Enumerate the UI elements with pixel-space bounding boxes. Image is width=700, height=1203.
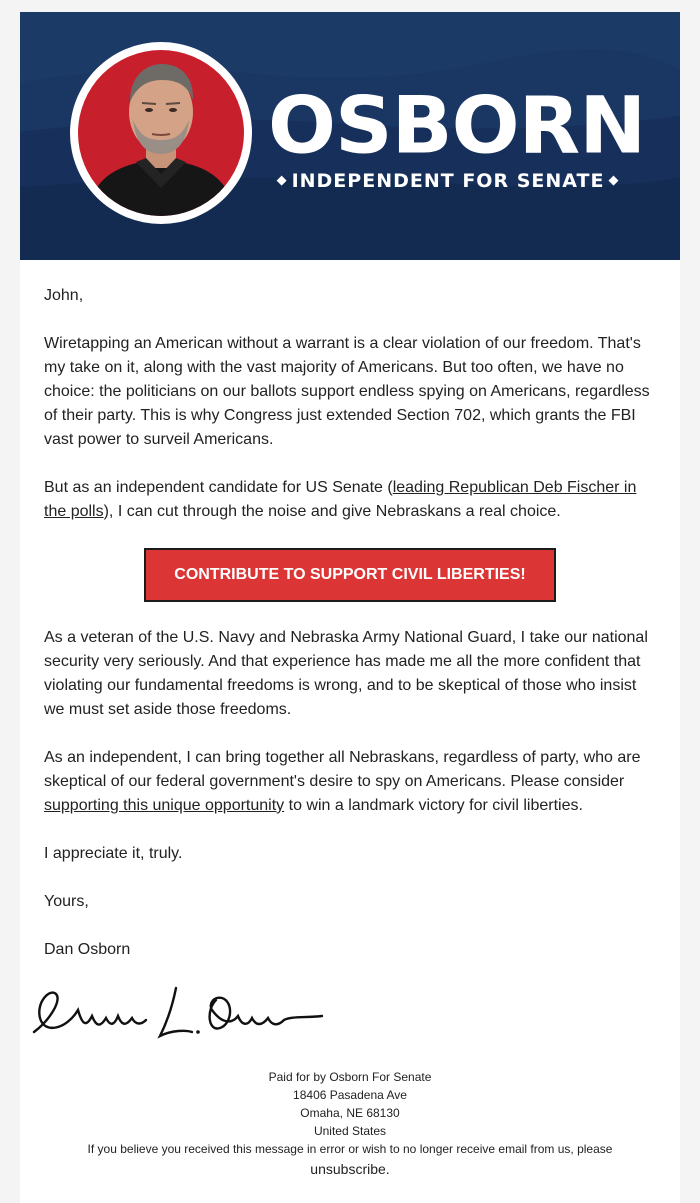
candidate-photo bbox=[78, 50, 244, 216]
email-body bbox=[20, 12, 680, 1203]
address-country: United States bbox=[313, 1124, 387, 1138]
diamond-icon: ◆ bbox=[276, 173, 288, 188]
paragraph-appreciate: I appreciate it, truly. bbox=[44, 845, 183, 862]
candidate-photo-frame bbox=[70, 42, 252, 224]
contribute-button[interactable]: CONTRIBUTE TO SUPPORT CIVIL LIBERTIES! bbox=[144, 548, 556, 602]
diamond-icon: ◆ bbox=[608, 173, 620, 188]
support-opportunity-link[interactable]: supporting this unique opportunity bbox=[44, 797, 285, 814]
paragraph-veteran: As a veteran of the U.S. Navy and Nebraska Army National Guard, I take our national security very seriously. And that experience has made me all the more confident that violating our fundamental freedoms is wrong, and to be skeptical of those who insist we must set aside those freedoms. bbox=[44, 629, 648, 718]
polls-link[interactable]: leading Republican Deb Fischer in the polls bbox=[44, 479, 637, 520]
logo-tagline: ◆ INDEPENDENT FOR SENATE ◆ bbox=[276, 170, 620, 192]
paragraph-wiretapping: Wiretapping an American without a warrant is a clear violation of our freedom. That's my take on it, along with the vast majority of Americans. But too often, we have no choice: the politicians on our ballots support endless spying on Americans, regardless of their party. This is why Congress just extended Section 702, which grants the FBI vast power to surveil Americans. bbox=[44, 335, 650, 448]
paragraph-independent-candidate: But as an independent candidate for US Senate (leading Republican Deb Fischer in the polls), I can cut through the noise and give Nebraskans a real choice. bbox=[44, 479, 637, 520]
unsubscribe-notice: If you believe you received this message in error or wish to no longer receive email from us, please bbox=[87, 1142, 613, 1156]
address-street: 18406 Pasadena Ave bbox=[293, 1088, 407, 1102]
email-footer bbox=[20, 1068, 680, 1180]
sender-name: Dan Osborn bbox=[44, 941, 131, 958]
greeting: John, bbox=[44, 287, 84, 304]
campaign-banner bbox=[20, 12, 680, 260]
unsubscribe-link[interactable]: unsubscribe. bbox=[310, 1161, 390, 1177]
paid-for-disclaimer: Paid for by Osborn For Senate bbox=[268, 1070, 432, 1084]
address-city: Omaha, NE 68130 bbox=[300, 1106, 400, 1120]
sign-off: Yours, bbox=[44, 893, 89, 910]
logo-name: OSBORN bbox=[268, 79, 646, 172]
paragraph-please-consider: As an independent, I can bring together all Nebraskans, regardless of party, who are skeptical of our federal government's desire to spy on Americans. Please consider supporting this unique opportunity to win a landmark victory for civil liberties. bbox=[44, 749, 641, 814]
handwritten-signature bbox=[26, 980, 326, 1050]
campaign-logo bbox=[268, 79, 646, 192]
